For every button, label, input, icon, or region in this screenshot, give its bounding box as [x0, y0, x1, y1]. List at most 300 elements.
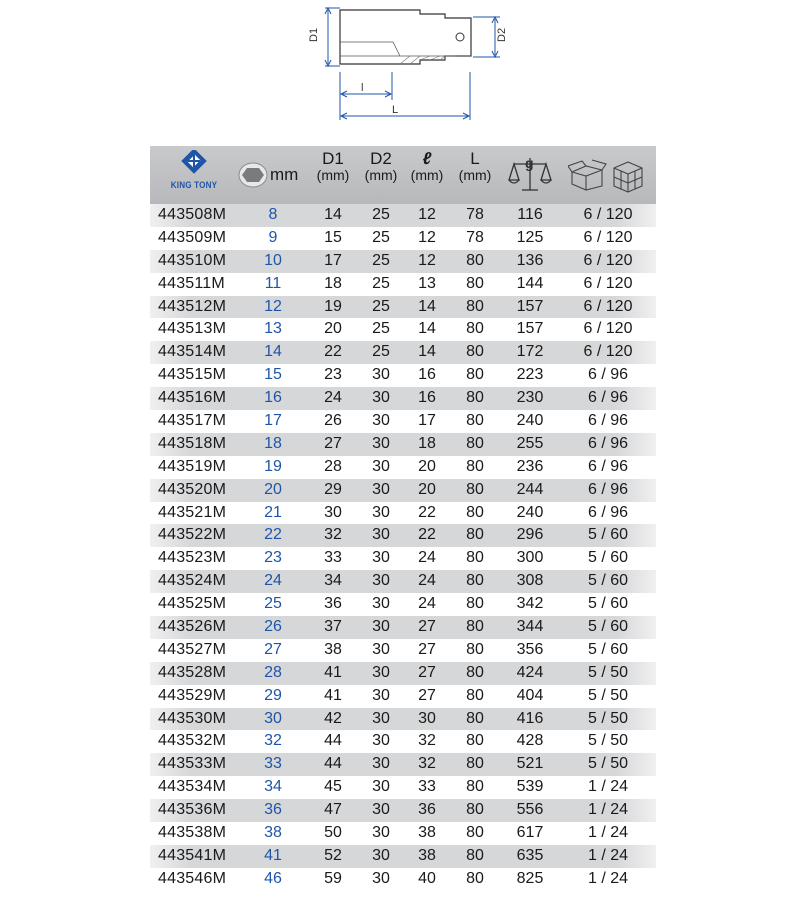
- l-small-value: 33: [418, 778, 436, 796]
- table-row: [150, 387, 656, 410]
- table-row: [150, 547, 656, 570]
- pack-value: 1 / 24: [587, 869, 629, 887]
- hex-size: 13: [264, 320, 282, 338]
- table-row: [150, 639, 656, 662]
- hex-size: 11: [264, 274, 282, 292]
- l-big-label: L: [392, 104, 399, 116]
- hex-size: 10: [264, 251, 282, 269]
- part-number: 443536M: [158, 801, 227, 819]
- l-big-value: 80: [466, 343, 484, 361]
- hex-size: 32: [264, 732, 282, 750]
- weight-value: 521: [516, 755, 544, 773]
- table-row: [150, 250, 656, 273]
- header-d1-unit: (mm): [316, 167, 350, 183]
- pack-value: 1 / 24: [587, 801, 629, 819]
- pack-value: 6 / 120: [583, 320, 633, 338]
- l-big-value: 80: [466, 801, 484, 819]
- part-number: 443529M: [158, 686, 227, 704]
- weight-value: 236: [516, 457, 544, 475]
- d1-value: 34: [324, 572, 342, 590]
- d1-value: 27: [324, 434, 342, 452]
- l-big-value: 80: [466, 457, 484, 475]
- pack-value: 5 / 60: [587, 618, 629, 636]
- weight-value: 172: [516, 343, 544, 361]
- part-number: 443533M: [158, 755, 227, 773]
- weight-value: 539: [516, 778, 544, 796]
- pack-value: 6 / 120: [583, 297, 633, 315]
- l-big-value: 80: [466, 846, 484, 864]
- part-number: 443512M: [158, 297, 227, 315]
- d1-value: 33: [324, 549, 342, 567]
- weight-value: 223: [516, 366, 544, 384]
- l-big-value: 80: [466, 526, 484, 544]
- part-number: 443519M: [158, 457, 227, 475]
- pack-value: 6 / 96: [587, 434, 629, 452]
- weight-value: 230: [516, 389, 544, 407]
- table-body: [150, 204, 656, 891]
- d2-value: 30: [372, 709, 390, 727]
- weight-value: 144: [516, 274, 544, 292]
- d2-value: 25: [372, 343, 390, 361]
- l-small-value: 38: [418, 824, 436, 842]
- l-small-label: l: [361, 82, 364, 94]
- hex-size: 22: [264, 526, 282, 544]
- d2-value: 30: [372, 549, 390, 567]
- l-small-value: 27: [418, 618, 436, 636]
- hex-size: 33: [264, 755, 282, 773]
- l-small-value: 32: [418, 732, 436, 750]
- d1-value: 47: [324, 801, 342, 819]
- l-big-value: 80: [466, 755, 484, 773]
- d1-value: 44: [324, 755, 342, 773]
- part-number: 443530M: [158, 709, 227, 727]
- pack-value: 6 / 96: [587, 389, 629, 407]
- table-row: [150, 776, 656, 799]
- d1-value: 14: [324, 206, 342, 223]
- d2-value: 30: [372, 366, 390, 384]
- table-row: [150, 364, 656, 387]
- pack-value: 6 / 96: [587, 412, 629, 430]
- d2-value: 25: [372, 297, 390, 315]
- l-small-value: 12: [418, 251, 436, 269]
- d2-value: 30: [372, 778, 390, 796]
- hex-size: 15: [264, 366, 282, 384]
- table-row: [150, 822, 656, 845]
- l-small-value: 16: [418, 366, 436, 384]
- pack-value: 6 / 96: [587, 366, 629, 384]
- part-number: 443513M: [158, 320, 227, 338]
- pack-value: 5 / 60: [587, 572, 629, 590]
- l-big-value: 80: [466, 480, 484, 498]
- d1-value: 30: [324, 503, 342, 521]
- d1-value: 45: [324, 778, 342, 796]
- d1-value: 41: [324, 686, 342, 704]
- table-row: [150, 685, 656, 708]
- pack-value: 5 / 50: [587, 709, 629, 727]
- weight-header: [506, 154, 554, 196]
- d1-value: 24: [324, 389, 342, 407]
- d1-value: 18: [324, 274, 342, 292]
- l-small-value: 38: [418, 846, 436, 864]
- weight-value: 356: [516, 640, 544, 658]
- d2-value: 25: [372, 274, 390, 292]
- l-big-value: 80: [466, 412, 484, 430]
- d1-value: 19: [324, 297, 342, 315]
- pack-value: 5 / 60: [587, 640, 629, 658]
- weight-value: 424: [516, 663, 544, 681]
- weight-value: 240: [516, 503, 544, 521]
- table-row: [150, 570, 656, 593]
- weight-value: 617: [516, 824, 544, 842]
- l-big-value: 78: [466, 228, 484, 246]
- table-row: [150, 341, 656, 364]
- d1-label: D1: [308, 27, 320, 42]
- d1-value: 26: [324, 412, 342, 430]
- l-big-value: 80: [466, 595, 484, 613]
- l-big-value: 80: [466, 251, 484, 269]
- l-big-value: 80: [466, 434, 484, 452]
- table-row: [150, 616, 656, 639]
- weight-value: 116: [517, 206, 543, 223]
- table-row: [150, 273, 656, 296]
- part-number: 443522M: [158, 526, 227, 544]
- l-big-value: 80: [466, 640, 484, 658]
- table-row: [150, 227, 656, 250]
- part-number: 443514M: [158, 343, 227, 361]
- part-number: 443523M: [158, 549, 227, 567]
- header-l-small-unit: (mm): [410, 167, 444, 183]
- spec-table: [150, 146, 656, 891]
- l-small-value: 14: [418, 297, 436, 315]
- hex-size: 29: [264, 686, 282, 704]
- l-big-value: 80: [466, 824, 484, 842]
- l-big-value: 80: [466, 663, 484, 681]
- part-number: 443526M: [158, 618, 227, 636]
- king-tony-logo-icon: [158, 150, 230, 198]
- table-row: [150, 845, 656, 868]
- l-small-value: 40: [418, 869, 436, 887]
- d1-value: 22: [324, 343, 342, 361]
- l-big-value: 80: [466, 709, 484, 727]
- table-row: [150, 410, 656, 433]
- weight-value: 240: [516, 412, 544, 430]
- weight-value: 136: [516, 251, 544, 269]
- d2-value: 25: [372, 320, 390, 338]
- d2-value: 30: [372, 846, 390, 864]
- l-big-value: 80: [466, 297, 484, 315]
- hex-size: 26: [264, 618, 282, 636]
- weight-value: 416: [516, 709, 544, 727]
- table-row: [150, 708, 656, 731]
- l-big-value: 80: [466, 572, 484, 590]
- pack-value: 5 / 50: [587, 755, 629, 773]
- l-big-value: 80: [466, 366, 484, 384]
- header-d2: [358, 150, 404, 184]
- d2-value: 25: [372, 228, 390, 246]
- table-row: [150, 318, 656, 341]
- brand-logo: [158, 150, 230, 198]
- l-small-value: 20: [418, 480, 436, 498]
- d2-value: 25: [372, 251, 390, 269]
- hex-size: 12: [264, 297, 282, 315]
- d2-value: 30: [372, 526, 390, 544]
- d2-value: 30: [372, 503, 390, 521]
- header-d1-label: D1: [322, 149, 344, 168]
- part-number: 443510M: [158, 251, 227, 269]
- hex-size: 36: [264, 801, 282, 819]
- l-big-value: 80: [466, 274, 484, 292]
- weight-value: 635: [516, 846, 544, 864]
- table-row: [150, 593, 656, 616]
- l-small-value: 27: [418, 640, 436, 658]
- l-big-value: 80: [466, 686, 484, 704]
- pack-value: 5 / 60: [587, 595, 629, 613]
- l-big-value: 80: [466, 389, 484, 407]
- table-row: [150, 479, 656, 502]
- table-row: [150, 662, 656, 685]
- hex-unit-label: mm: [270, 165, 299, 184]
- pack-value: 1 / 24: [587, 824, 629, 842]
- pack-value: 6 / 120: [583, 251, 633, 269]
- weight-unit-label: g: [525, 155, 534, 171]
- hex-size: 21: [264, 503, 282, 521]
- hexagon-icon: [238, 162, 268, 188]
- d1-value: 41: [324, 663, 342, 681]
- d2-value: 30: [372, 801, 390, 819]
- l-small-value: 16: [418, 389, 436, 407]
- d1-value: 32: [324, 526, 342, 544]
- table-row: [150, 456, 656, 479]
- pack-value: 6 / 120: [583, 228, 633, 246]
- weight-value: 825: [516, 869, 544, 887]
- brand-name: KING TONY: [170, 180, 218, 190]
- table-row: [150, 204, 656, 227]
- part-number: 443538M: [158, 824, 227, 842]
- header-d2-unit: (mm): [364, 167, 398, 183]
- part-number: 443541M: [158, 846, 227, 864]
- d2-value: 25: [372, 206, 390, 223]
- l-small-value: 22: [418, 503, 436, 521]
- hex-size: 24: [264, 572, 282, 590]
- hex-size: 23: [264, 549, 282, 567]
- d1-value: 37: [324, 618, 342, 636]
- table-row: [150, 524, 656, 547]
- part-number: 443520M: [158, 480, 227, 498]
- l-small-value: 24: [418, 595, 436, 613]
- pack-value: 5 / 50: [587, 686, 629, 704]
- pack-value: 1 / 24: [587, 778, 629, 796]
- pack-value: 6 / 120: [583, 343, 633, 361]
- pack-value: 5 / 60: [587, 549, 629, 567]
- pack-value: 6 / 96: [587, 503, 629, 521]
- weight-value: 157: [516, 320, 544, 338]
- hex-size: 19: [264, 457, 282, 475]
- weight-value: 255: [516, 434, 544, 452]
- l-big-value: 80: [466, 320, 484, 338]
- weight-value: 244: [516, 480, 544, 498]
- header-d1: [310, 150, 356, 184]
- pack-header: [568, 158, 652, 194]
- weight-value: 157: [516, 297, 544, 315]
- weight-value: 404: [516, 686, 544, 704]
- l-small-value: 24: [418, 549, 436, 567]
- part-number: 443516M: [158, 389, 227, 407]
- hex-size: 20: [264, 480, 282, 498]
- table-row: [150, 433, 656, 456]
- header-l-big-label: L: [470, 149, 480, 168]
- pack-value: 5 / 60: [587, 526, 629, 544]
- pack-value: 5 / 50: [587, 732, 629, 750]
- l-big-value: 80: [466, 618, 484, 636]
- l-big-value: 80: [466, 732, 484, 750]
- part-number: 443517M: [158, 412, 227, 430]
- hex-size: 30: [264, 709, 282, 727]
- d1-value: 29: [324, 480, 342, 498]
- box-cases-icon: [568, 158, 652, 194]
- l-small-value: 14: [418, 320, 436, 338]
- d2-label: D2: [496, 27, 508, 42]
- l-big-value: 80: [466, 549, 484, 567]
- l-small-value: 12: [418, 206, 436, 223]
- hex-size: 28: [264, 663, 282, 681]
- socket-dimension-diagram: [295, 0, 515, 128]
- weight-value: 344: [516, 618, 544, 636]
- d2-value: 30: [372, 824, 390, 842]
- hex-size: 17: [264, 412, 282, 430]
- hex-size: 27: [264, 640, 282, 658]
- d1-value: 17: [324, 251, 342, 269]
- part-number: 443518M: [158, 434, 227, 452]
- pack-value: 6 / 96: [587, 480, 629, 498]
- weight-value: 308: [516, 572, 544, 590]
- l-small-value: 14: [418, 343, 436, 361]
- l-small-value: 32: [418, 755, 436, 773]
- l-small-value: 22: [418, 526, 436, 544]
- header-d2-label: D2: [370, 149, 392, 168]
- header-l-small: [403, 150, 451, 184]
- table-row: [150, 296, 656, 319]
- l-big-value: 78: [466, 206, 484, 223]
- d1-value: 36: [324, 595, 342, 613]
- weight-value: 342: [516, 595, 544, 613]
- hex-size: 38: [264, 824, 282, 842]
- d1-value: 50: [324, 824, 342, 842]
- d1-value: 15: [324, 228, 342, 246]
- part-number: 443515M: [158, 366, 227, 384]
- d2-value: 30: [372, 686, 390, 704]
- d2-value: 30: [372, 869, 390, 887]
- hex-size: 9: [268, 228, 278, 246]
- d1-value: 44: [324, 732, 342, 750]
- weight-value: 300: [516, 549, 544, 567]
- part-number: 443527M: [158, 640, 227, 658]
- table-row: [150, 502, 656, 525]
- l-small-value: 17: [418, 412, 436, 430]
- d1-value: 52: [324, 846, 342, 864]
- d2-value: 30: [372, 572, 390, 590]
- d2-value: 30: [372, 663, 390, 681]
- d2-value: 30: [372, 755, 390, 773]
- l-small-value: 36: [418, 801, 436, 819]
- l-small-value: 13: [418, 274, 436, 292]
- part-number: 443528M: [158, 663, 227, 681]
- d2-value: 30: [372, 412, 390, 430]
- hex-size-header: [236, 162, 306, 188]
- part-number: 443521M: [158, 503, 227, 521]
- hex-size: 14: [264, 343, 282, 361]
- d2-value: 30: [372, 480, 390, 498]
- l-small-value: 27: [418, 663, 436, 681]
- hex-size: 25: [264, 595, 282, 613]
- d1-value: 23: [324, 366, 342, 384]
- header-l-big-unit: (mm): [458, 167, 492, 183]
- l-big-value: 80: [466, 869, 484, 887]
- hex-size: 16: [264, 389, 282, 407]
- d1-value: 59: [324, 869, 342, 887]
- d1-value: 20: [324, 320, 342, 338]
- pack-value: 6 / 96: [587, 457, 629, 475]
- hex-size: 34: [264, 778, 282, 796]
- d2-value: 30: [372, 618, 390, 636]
- table-row: [150, 799, 656, 822]
- table-row: [150, 753, 656, 776]
- header-l-small-label: ℓ: [422, 149, 432, 168]
- part-number: 443508M: [158, 206, 227, 223]
- hex-size: 46: [264, 869, 282, 887]
- l-small-value: 30: [418, 709, 436, 727]
- weight-value: 428: [516, 732, 544, 750]
- pack-value: 6 / 120: [583, 206, 633, 223]
- d1-value: 38: [324, 640, 342, 658]
- d2-value: 30: [372, 640, 390, 658]
- part-number: 443546M: [158, 869, 227, 887]
- table-row: [150, 730, 656, 753]
- header-l-big: [451, 150, 499, 184]
- pack-value: 5 / 50: [587, 663, 629, 681]
- part-number: 443532M: [158, 732, 227, 750]
- d2-value: 30: [372, 389, 390, 407]
- d1-value: 42: [324, 709, 342, 727]
- part-number: 443511M: [158, 274, 225, 292]
- d2-value: 30: [372, 732, 390, 750]
- l-small-value: 24: [418, 572, 436, 590]
- d1-value: 28: [324, 457, 342, 475]
- pack-value: 6 / 120: [583, 274, 633, 292]
- l-big-value: 80: [466, 778, 484, 796]
- part-number: 443534M: [158, 778, 227, 796]
- hex-size: 18: [264, 434, 282, 452]
- hex-size: 8: [268, 206, 278, 223]
- weight-value: 556: [516, 801, 544, 819]
- l-small-value: 18: [418, 434, 436, 452]
- d2-value: 30: [372, 457, 390, 475]
- weight-value: 125: [516, 228, 544, 246]
- l-small-value: 27: [418, 686, 436, 704]
- weight-value: 296: [516, 526, 544, 544]
- d2-value: 30: [372, 434, 390, 452]
- table-header: [150, 146, 656, 204]
- l-small-value: 12: [418, 228, 436, 246]
- hex-size: 41: [264, 846, 282, 864]
- l-big-value: 80: [466, 503, 484, 521]
- part-number: 443509M: [158, 228, 227, 246]
- table-row: [150, 868, 656, 891]
- pack-value: 1 / 24: [587, 846, 629, 864]
- l-small-value: 20: [418, 457, 436, 475]
- part-number: 443525M: [158, 595, 227, 613]
- d2-value: 30: [372, 595, 390, 613]
- part-number: 443524M: [158, 572, 227, 590]
